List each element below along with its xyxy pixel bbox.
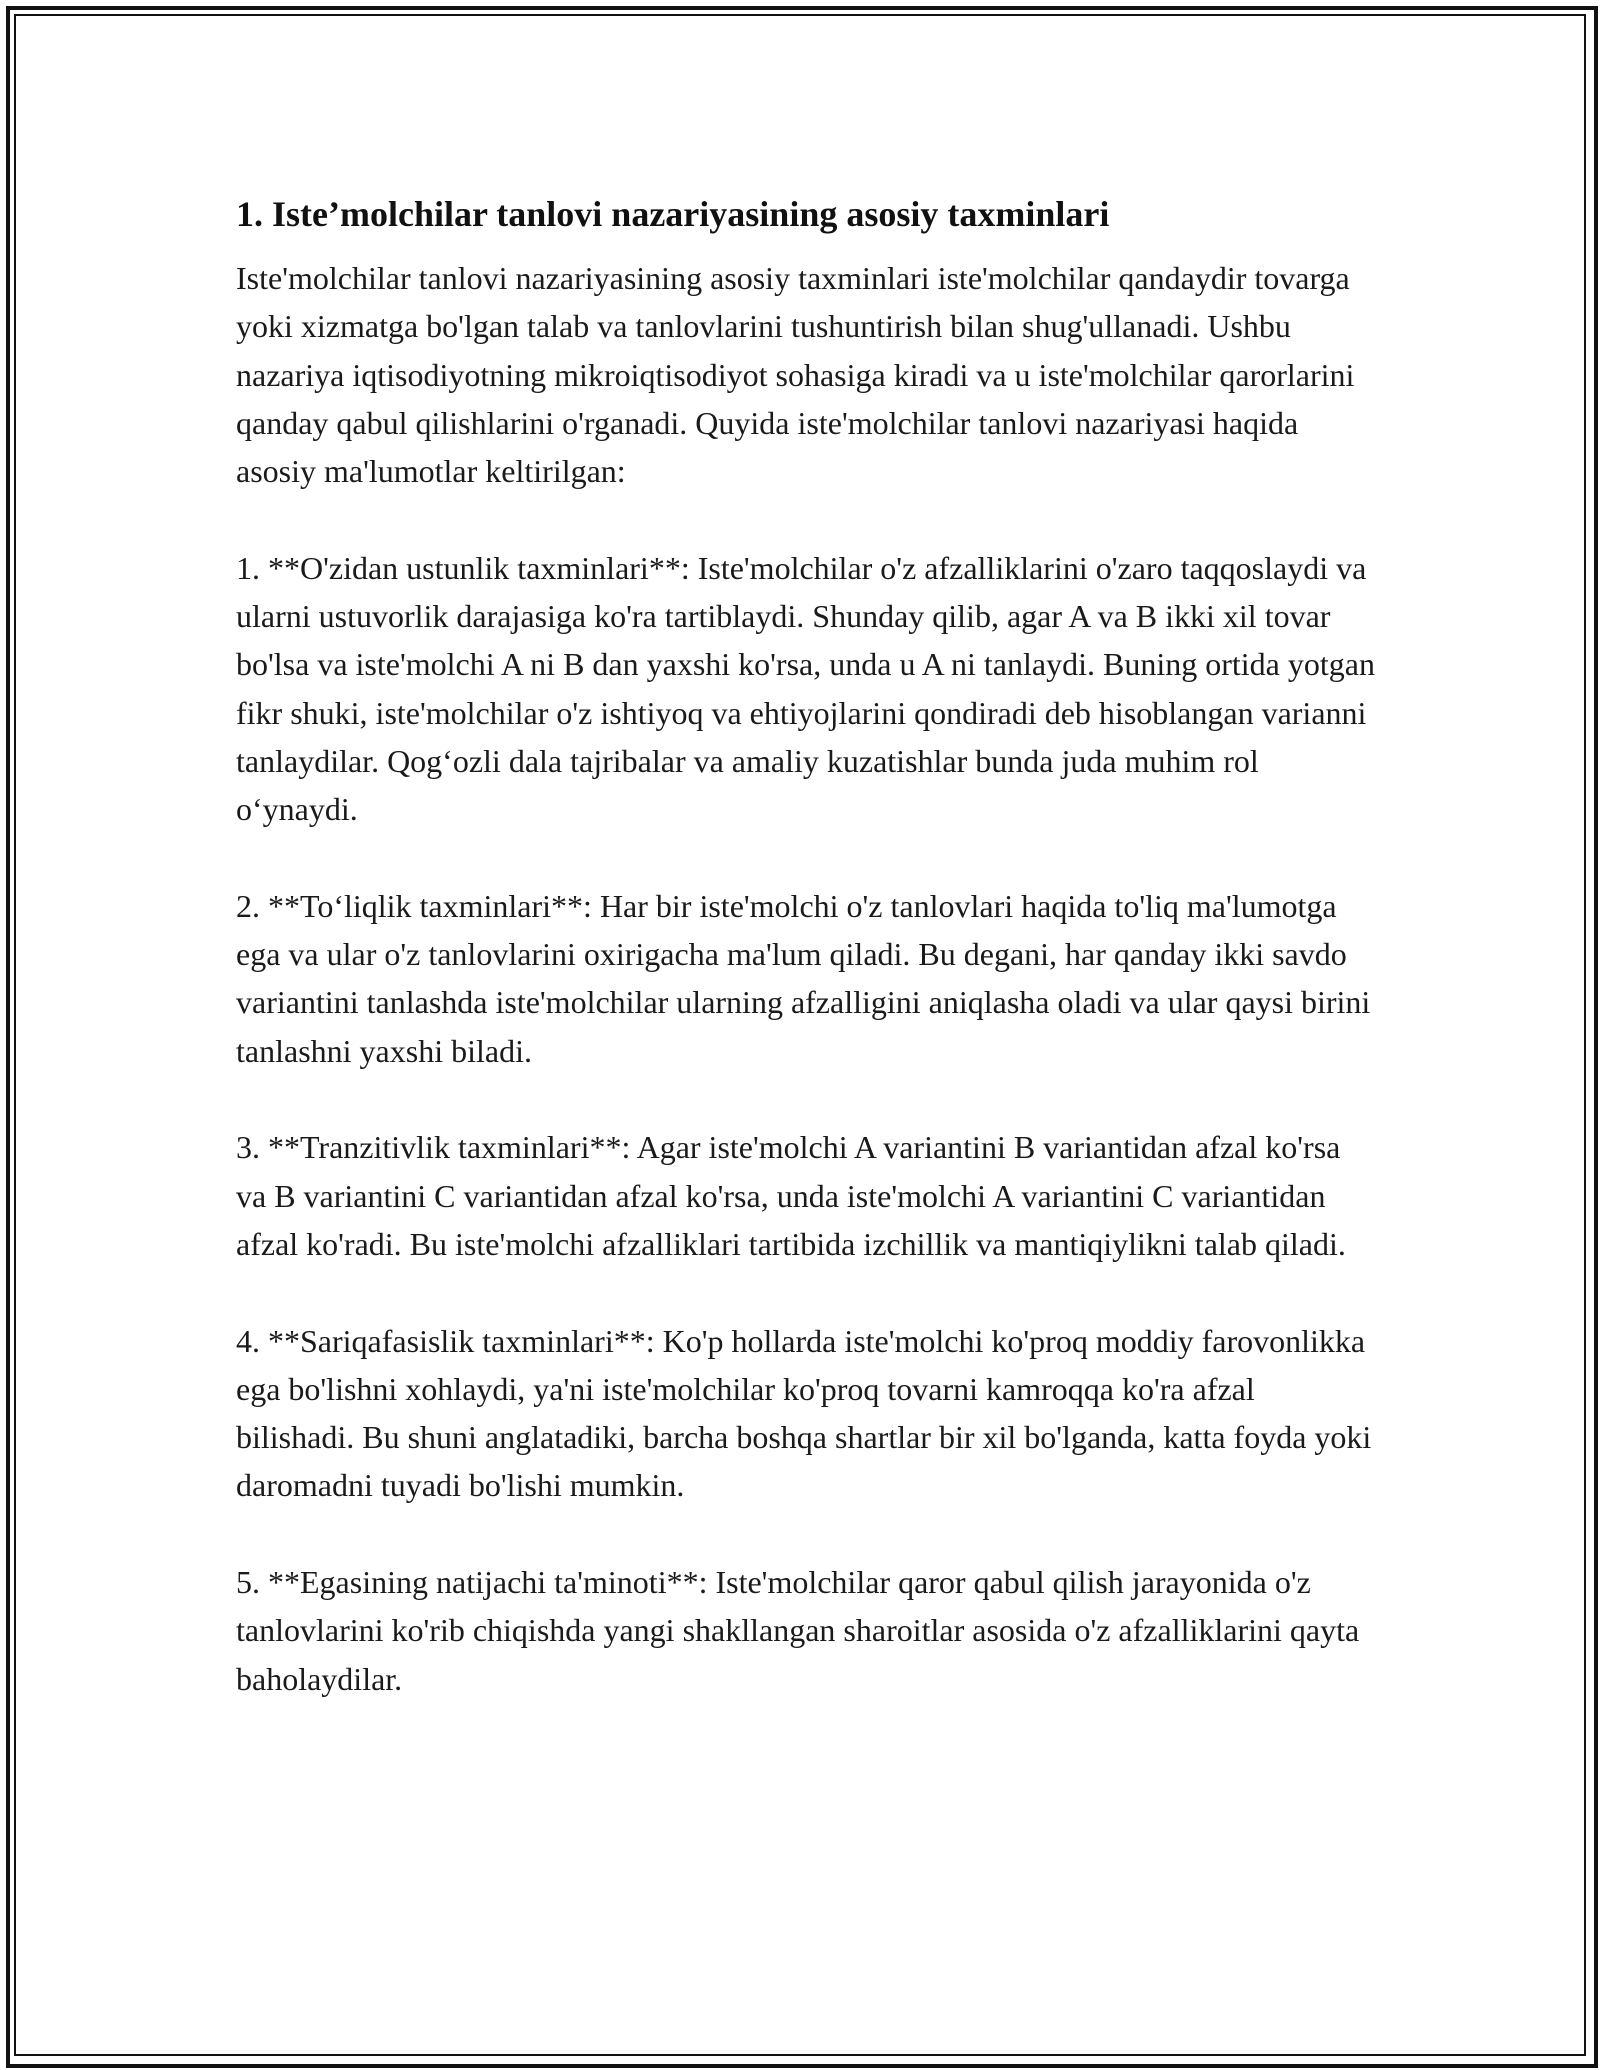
point-1-paragraph: 1. **O'zidan ustunlik taxminlari**: Iste'molchilar o'z afzalliklarini o'zaro taqqoslaydi va ularni ustuvorlik darajasiga ko'ra tartiblaydi. Shunday qilib, agar A va B ikki xil tovar bo'lsa va iste'molchi A ni B dan yaxshi ko'rsa, unda u A ni tanlaydi. Buning ortida yotgan fikr shuki, iste'molchilar o'z ishtiyoq va ehtiyojlarini qondiradi deb hisoblangan varianni tanlaydilar. Qog‘ozli dala tajribalar va amaliy kuzatishlar bunda juda muhim rol o‘ynaydi. (236, 549, 1375, 828)
intro-paragraph: Iste'molchilar tanlovi nazariyasining asosiy taxminlari iste'molchilar qandaydir tovarga yoki xizmatga bo'lgan talab va tanlovlarini tushuntirish bilan shug'ullanadi. Ushbu nazariya iqtisodiyotning mikroiqtisodiyot sohasiga kiradi va u iste'molchilar qarorlarini qanday qabul qilishlarini o'rganadi. Quyida iste'molchilar tanlovi nazariyasi haqida asosiy ma'lumotlar keltirilgan: (236, 260, 1355, 490)
document-body (236, 186, 1376, 1751)
document-title: 1. Iste’molchilar tanlovi nazariyasining asosiy taxminlari (236, 194, 1110, 234)
point-3-paragraph: 3. **Tranzitivlik taxminlari**: Agar iste'molchi A variantini B variantidan afzal ko'rsa va B variantini C variantidan afzal ko'rsa, unda iste'molchi A variantini C variantidan afzal ko'radi. Bu iste'molchi afzalliklari tartibida izchillik va mantiqiylikni talab qiladi. (236, 1129, 1346, 1262)
point-4-paragraph: 4. **Sariqafasislik taxminlari**: Ko'p hollarda iste'molchi ko'proq moddiy farovonlikka ega bo'lishni xohlaydi, ya'ni iste'molchilar ko'proq tovarni kamroqqa ko'ra afzal bilishadi. Bu shuni anglatadiki, barcha boshqa shartlar bir xil bo'lganda, katta foyda yoki daromadni tuyadi bo'lishi mumkin. (236, 1322, 1372, 1504)
point-5-paragraph: 5. **Egasining natijachi ta'minoti**: Iste'molchilar qaror qabul qilish jarayonida o'z tanlovlarini ko'rib chiqishda yangi shakllangan sharoitlar asosida o'z afzalliklarini qayta baholaydilar. (236, 1564, 1360, 1697)
point-2-paragraph: 2. **To‘liqlik taxminlari**: Har bir iste'molchi o'z tanlovlari haqida to'liq ma'lumotga ega va ular o'z tanlovlarini oxirigacha ma'lum qiladi. Bu degani, har qanday ikki savdo variantini tanlashda iste'molchilar ularning afzalligini aniqlasha oladi va ular qaysi birini tanlashni yaxshi biladi. (236, 887, 1371, 1069)
